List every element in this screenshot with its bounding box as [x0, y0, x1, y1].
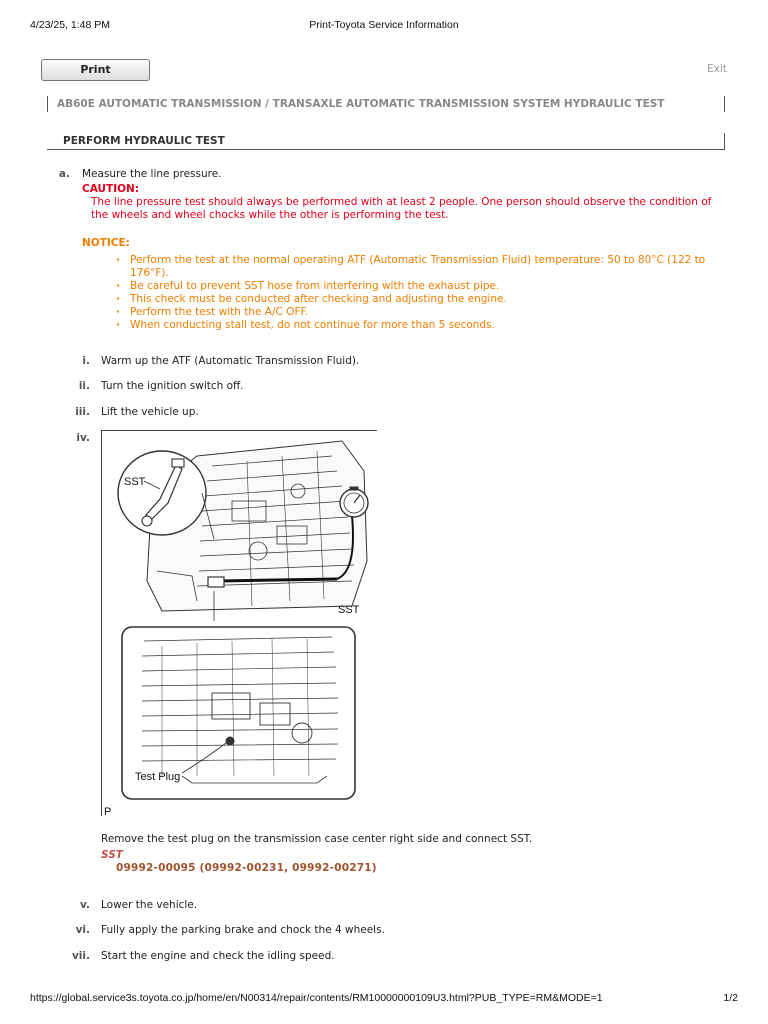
notice-item: · Be careful to prevent SST hose from interfering with the exhaust pipe. [114, 280, 724, 293]
substep-iv-marker: iv. [76, 432, 90, 444]
substep-vii-marker: vii. [71, 950, 90, 962]
hydraulic-test-figure [101, 430, 377, 816]
breadcrumb: AB60E AUTOMATIC TRANSMISSION / TRANSAXLE AUTOMATIC TRANSMISSION SYSTEM HYDRAULIC TEST [47, 96, 725, 112]
notice-list [114, 254, 724, 332]
substep-iii-text: Lift the vehicle up. [101, 406, 199, 418]
notice-item: · Perform the test at the normal operating ATF (Automatic Transmission Fluid) temperature: 50 to 80°C (122 to 176°F). [114, 254, 724, 280]
substep-ii-text: Turn the ignition switch off. [101, 380, 244, 392]
substep-i-marker: i. [82, 355, 90, 367]
print-datetime: 4/23/25, 1:48 PM [30, 19, 110, 31]
notice-label: NOTICE: [82, 237, 130, 249]
caution-text: The line pressure test should always be performed with at least 2 people. One person should observe the condition of the wheels and wheel chocks while the other is performing the test. [91, 196, 712, 221]
substep-i-text: Warm up the ATF (Automatic Transmission Fluid). [101, 355, 360, 367]
step-a-marker: a. [58, 168, 70, 180]
notice-item: · Perform the test with the A/C OFF. [114, 306, 724, 319]
substep-ii-marker: ii. [78, 380, 90, 392]
substep-vi-text: Fully apply the parking brake and chock the 4 wheels. [101, 924, 385, 936]
notice-item: · When conducting stall test, do not continue for more than 5 seconds. [114, 319, 724, 332]
callout-test-plug: Test Plug [135, 771, 181, 783]
figure-letter: P [104, 806, 112, 818]
notice-item: · This check must be conducted after checking and adjusting the engine. [114, 293, 724, 306]
sst-label: SST [101, 849, 123, 861]
exit-link[interactable]: Exit [707, 63, 727, 75]
step-a-text: Measure the line pressure. [82, 168, 222, 180]
print-footer [30, 992, 738, 1006]
transmission-illustration [102, 431, 378, 817]
substep-iii-marker: iii. [75, 406, 90, 418]
callout-sst-top: SST [124, 476, 146, 488]
print-page-title: Print-Toyota Service Information [309, 19, 459, 31]
print-url: https://global.service3s.toyota.co.jp/home/en/N00314/repair/contents/RM10000000109U3.html?PUB_TYPE=RM&MODE=1 [30, 992, 603, 1004]
substep-vi-marker: vi. [75, 924, 90, 936]
section-title: PERFORM HYDRAULIC TEST [47, 133, 725, 150]
substep-vii-text: Start the engine and check the idling speed. [101, 950, 335, 962]
sst-code: 09992-00095 (09992-00231, 09992-00271) [116, 862, 377, 874]
print-header [30, 19, 738, 33]
substep-iv-text: Remove the test plug on the transmission case center right side and connect SST. [101, 833, 533, 845]
substep-v-text: Lower the vehicle. [101, 899, 198, 911]
page-number: 1/2 [723, 992, 738, 1004]
substep-v-marker: v. [80, 899, 90, 911]
caution-label: CAUTION: [82, 183, 140, 195]
print-button[interactable]: Print [41, 59, 150, 81]
callout-sst-right: SST [338, 604, 360, 616]
